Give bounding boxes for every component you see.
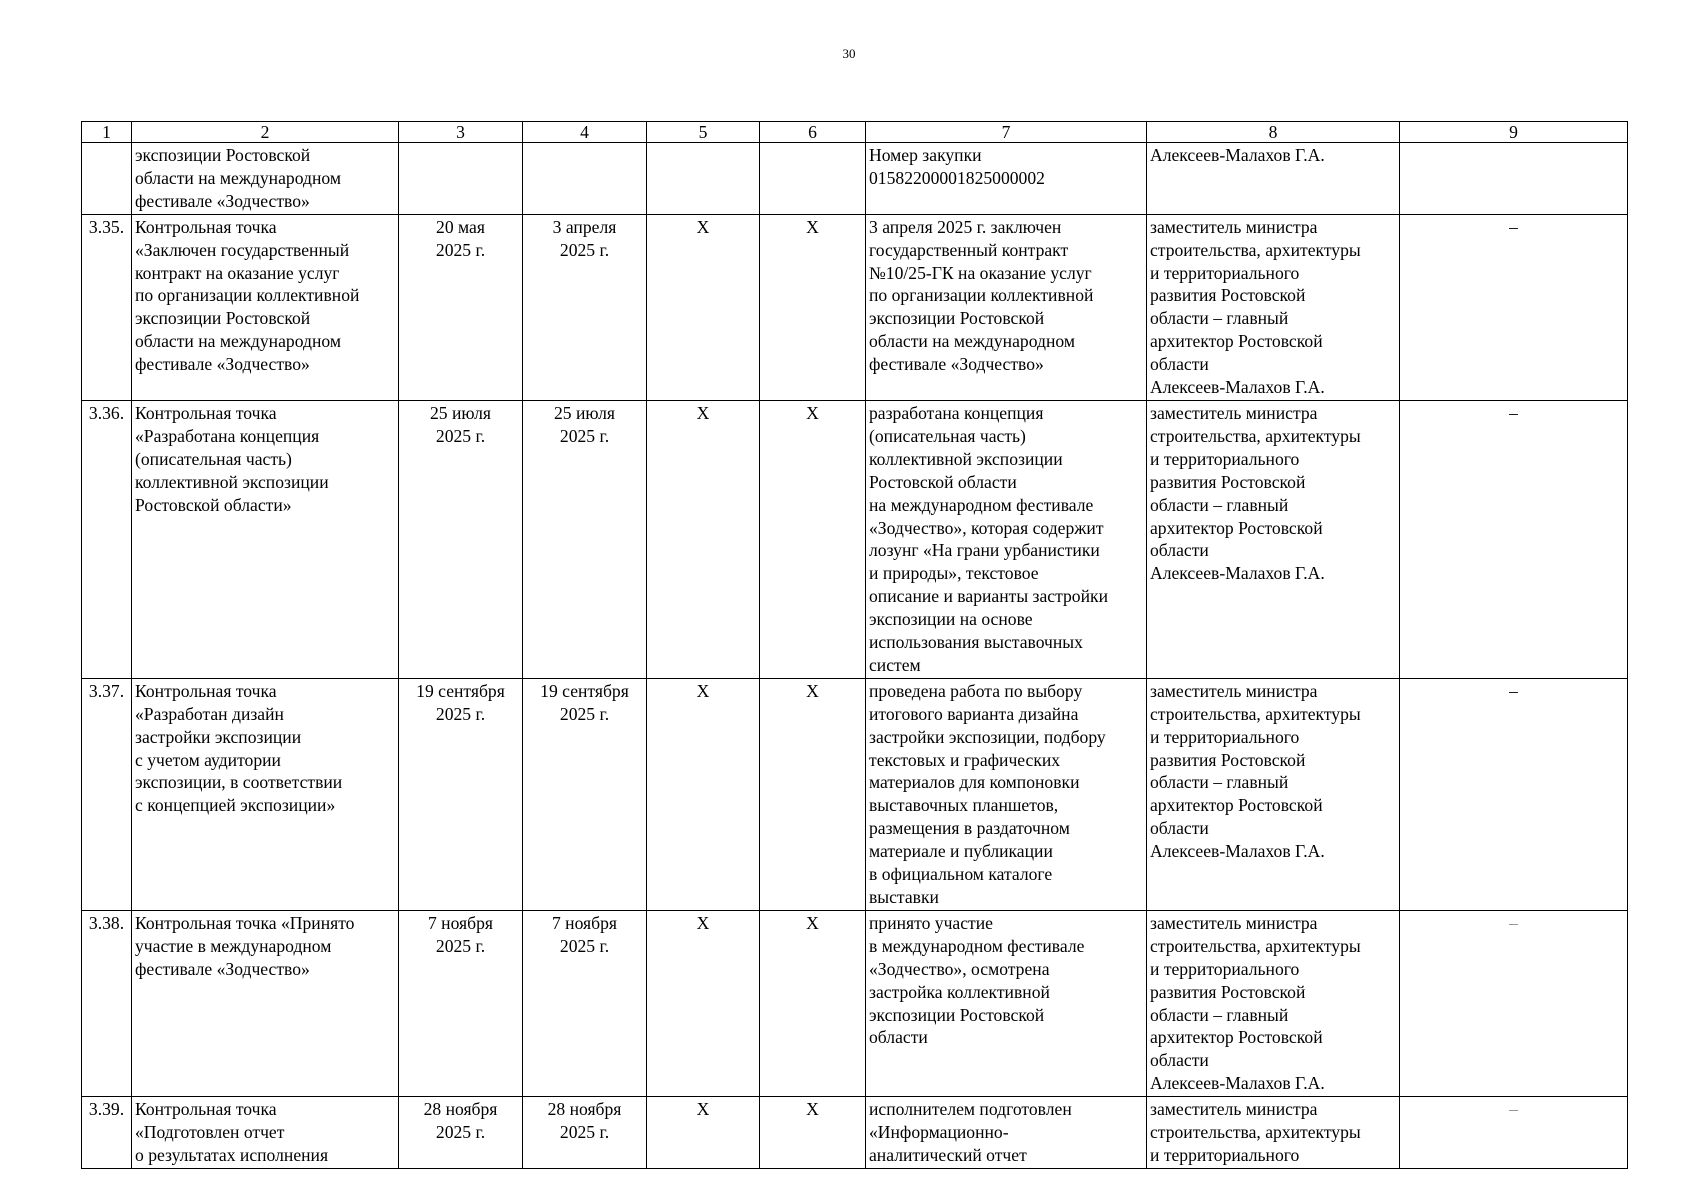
column-header: 1 <box>82 122 132 143</box>
control-points-table <box>81 121 1628 1169</box>
col6-mark: X <box>760 1097 866 1169</box>
item-number: 3.36. <box>82 400 132 678</box>
table-row <box>82 143 1628 215</box>
plan-date: 7 ноября 2025 г. <box>399 910 523 1096</box>
fact-date: 3 апреля 2025 г. <box>523 214 647 400</box>
event-name: Контрольная точка «Разработана концепция (описательная часть) коллективной экспозиции Ростовской области» <box>132 400 399 678</box>
event-name: Контрольная точка «Заключен государственный контракт на оказание услуг по организации коллективной экспозиции Ростовской области на международном фестивале «Зодчество» <box>132 214 399 400</box>
col5-mark <box>647 143 760 215</box>
result-text: проведена работа по выбору итогового варианта дизайна застройки экспозиции, подбору текстовых и графических материалов для компоновки выставочных планшетов, размещения в раздаточном материале и публикации в официальном каталоге выставки <box>866 678 1147 910</box>
table-row <box>82 214 1628 400</box>
item-number: 3.37. <box>82 678 132 910</box>
responsible-person: Алексеев-Малахов Г.А. <box>1147 143 1400 215</box>
col5-mark: X <box>647 214 760 400</box>
note: – <box>1400 400 1628 678</box>
column-header: 4 <box>523 122 647 143</box>
plan-date: 25 июля 2025 г. <box>399 400 523 678</box>
col6-mark: X <box>760 678 866 910</box>
column-header: 7 <box>866 122 1147 143</box>
col6-mark <box>760 143 866 215</box>
event-name: Контрольная точка «Подготовлен отчет о результатах исполнения <box>132 1097 399 1169</box>
fact-date: 25 июля 2025 г. <box>523 400 647 678</box>
table-row <box>82 910 1628 1096</box>
item-number: 3.38. <box>82 910 132 1096</box>
col6-mark: X <box>760 214 866 400</box>
note: – <box>1400 1097 1628 1169</box>
result-text: 3 апреля 2025 г. заключен государственный контракт №10/25-ГК на оказание услуг по организации коллективной экспозиции Ростовской области на международном фестивале «Зодчество» <box>866 214 1147 400</box>
col5-mark: X <box>647 678 760 910</box>
result-text: Номер закупки 01582200001825000002 <box>866 143 1147 215</box>
col6-mark: X <box>760 400 866 678</box>
item-number: 3.35. <box>82 214 132 400</box>
column-header: 2 <box>132 122 399 143</box>
col6-mark: X <box>760 910 866 1096</box>
note <box>1400 143 1628 215</box>
event-name: экспозиции Ростовской области на международном фестивале «Зодчество» <box>132 143 399 215</box>
plan-date: 20 мая 2025 г. <box>399 214 523 400</box>
item-number: 3.39. <box>82 1097 132 1169</box>
note: – <box>1400 678 1628 910</box>
plan-date <box>399 143 523 215</box>
column-number-header-row <box>82 122 1628 143</box>
plan-date: 19 сентября 2025 г. <box>399 678 523 910</box>
responsible-person: заместитель министра строительства, архитектуры и территориального развития Ростовской области – главный архитектор Ростовской области Алексеев-Малахов Г.А. <box>1147 910 1400 1096</box>
responsible-person: заместитель министра строительства, архитектуры и территориального <box>1147 1097 1400 1169</box>
table-row <box>82 400 1628 678</box>
responsible-person: заместитель министра строительства, архитектуры и территориального развития Ростовской области – главный архитектор Ростовской области Алексеев-Малахов Г.А. <box>1147 678 1400 910</box>
table-row <box>82 678 1628 910</box>
col5-mark: X <box>647 910 760 1096</box>
result-text: исполнителем подготовлен «Информационно- аналитический отчет <box>866 1097 1147 1169</box>
responsible-person: заместитель министра строительства, архитектуры и территориального развития Ростовской области – главный архитектор Ростовской области Алексеев-Малахов Г.А. <box>1147 214 1400 400</box>
column-header: 9 <box>1400 122 1628 143</box>
fact-date <box>523 143 647 215</box>
table-row <box>82 1097 1628 1169</box>
note: – <box>1400 214 1628 400</box>
column-header: 8 <box>1147 122 1400 143</box>
result-text: принято участие в международном фестивале «Зодчество», осмотрена застройка коллективной экспозиции Ростовской области <box>866 910 1147 1096</box>
column-header: 5 <box>647 122 760 143</box>
note: – <box>1400 910 1628 1096</box>
column-header: 3 <box>399 122 523 143</box>
fact-date: 19 сентября 2025 г. <box>523 678 647 910</box>
responsible-person: заместитель министра строительства, архитектуры и территориального развития Ростовской области – главный архитектор Ростовской области Алексеев-Малахов Г.А. <box>1147 400 1400 678</box>
item-number <box>82 143 132 215</box>
page-number: 30 <box>842 46 856 61</box>
col5-mark: X <box>647 400 760 678</box>
event-name: Контрольная точка «Разработан дизайн застройки экспозиции с учетом аудитории экспозиции, в соответствии с концепцией экспозиции» <box>132 678 399 910</box>
fact-date: 28 ноября 2025 г. <box>523 1097 647 1169</box>
column-header: 6 <box>760 122 866 143</box>
result-text: разработана концепция (описательная часть) коллективной экспозиции Ростовской области на международном фестивале «Зодчество», которая содержит лозунг «На грани урбанистики и природы», текстовое описание и варианты застройки экспозиции на основе использования выставочных систем <box>866 400 1147 678</box>
plan-date: 28 ноября 2025 г. <box>399 1097 523 1169</box>
fact-date: 7 ноября 2025 г. <box>523 910 647 1096</box>
event-name: Контрольная точка «Принято участие в международном фестивале «Зодчество» <box>132 910 399 1096</box>
col5-mark: X <box>647 1097 760 1169</box>
